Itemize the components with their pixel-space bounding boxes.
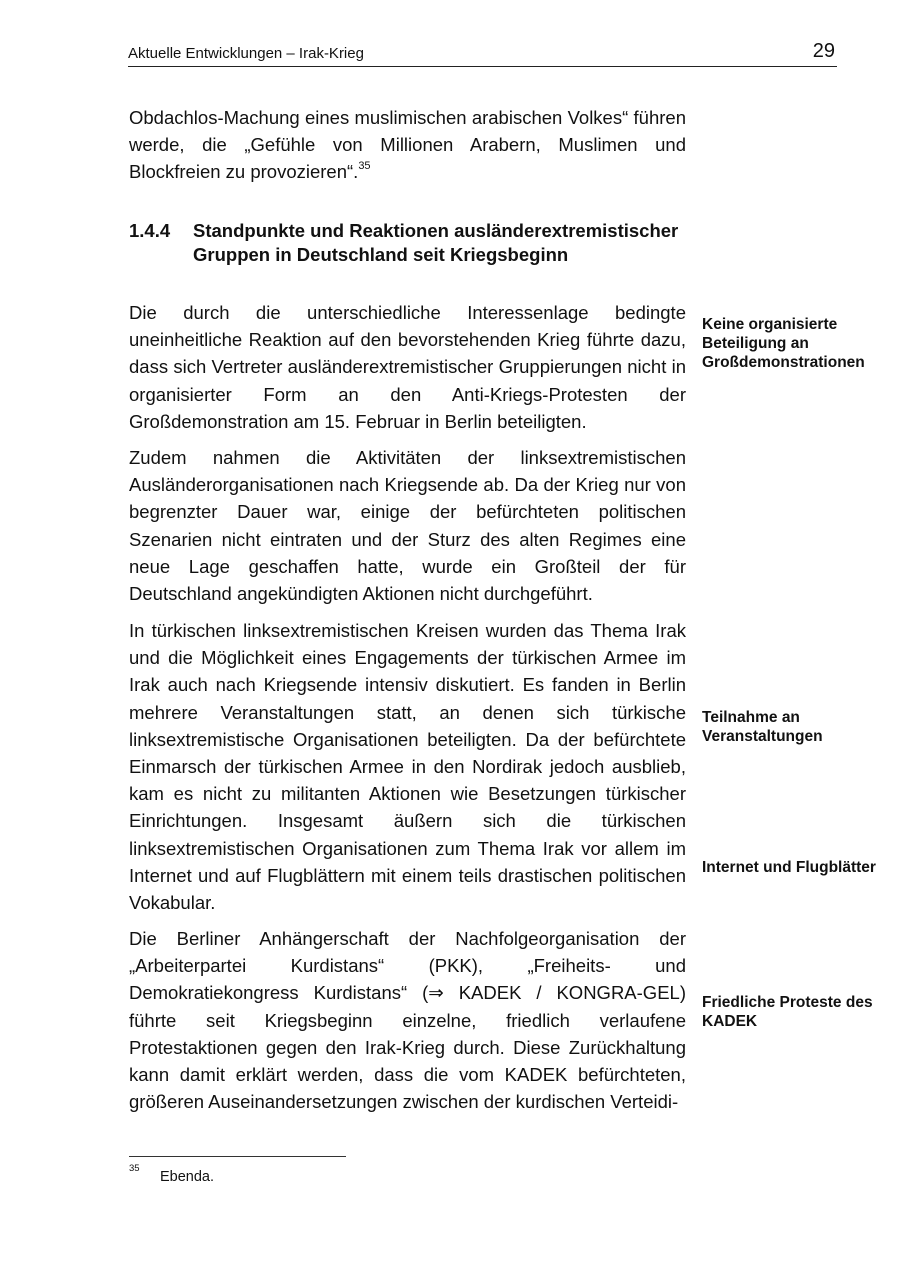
footnote-text: Ebenda.: [160, 1169, 215, 1185]
page-number: 29: [812, 40, 835, 62]
section-title: Standpunkte und Reaktionen ausländerextremistischer Gruppen in Deutschland seit Kriegsbeginn: [193, 220, 679, 265]
margin-note-grossdemonstration: Keine organisierte Beteiligung an Großdemonstrationen: [702, 316, 865, 371]
paragraph-3: In türkischen linksextremistischen Kreisen wurden das Thema Irak und die Möglichkeit eines Engagements der türkischen Armee im Irak auch nach Kriegsende intensiv diskutiert. Es fanden in Berlin mehrere Veranstaltungen statt, an denen sich türkische linksextremistische Organisationen beteiligten. Da der befürchtete Einmarsch der türkischen Armee in den Nordirak jedoch ausblieb, kam es nicht zu militanten Aktionen wie Besetzungen türkischer Einrichtungen. Insgesamt äußern sich die türkischen linksextremistischen Organisationen zum Thema Irak vor allem im Internet und auf Flugblättern mit einem teils drastischen politischen Vokabular.: [129, 620, 686, 914]
header-title: Aktuelle Entwicklungen – Irak-Krieg: [128, 45, 364, 62]
paragraph-1: Die durch die unterschiedliche Interessenlage bedingte uneinheitliche Reaktion auf den bevorstehenden Krieg führte dazu, dass sich Vertreter ausländerextremistischer Gruppierungen nicht in organisierter Form an den Anti-Kriegs-Protesten der Großdemonstration am 15. Februar in Berlin beteiligten.: [129, 302, 686, 432]
paragraph-4: Die Berliner Anhängerschaft der Nachfolgeorganisation der „Arbeiterpartei Kurdistans“ (PKK), „Freiheits- und Demokratiekongress Kurdistans“ (⇒ KADEK / KONGRA-GEL) führte seit Kriegsbeginn einzelne, friedlich verlaufene Protestaktionen gegen den Irak-Krieg durch. Diese Zurückhaltung kann damit erklärt werden, dass die vom KADEK befürchteten, größeren Auseinandersetzungen zwischen der kurdischen Verteidi-: [129, 928, 686, 1113]
margin-note-kadek: Friedliche Proteste des KADEK: [702, 994, 873, 1030]
paragraph-2: Zudem nahmen die Aktivitäten der linksextremistischen Ausländerorganisationen nach Kriegsende ab. Da der Krieg nur von begrenzter Dauer war, einige der befürchteten politischen Szenarien nicht eintraten und der Sturz des alten Regimes eine neue Lage geschaffen hatte, wurde ein Großteil der für Deutschland angekündigten Aktionen nicht durchgeführt.: [129, 447, 686, 605]
running-header: [128, 40, 837, 67]
intro-text: Obdachlos-Machung eines muslimischen arabischen Volkes“ führen werde, die „Gefühle von Millionen Arabern, Muslimen und Blockfreien zu provozieren“.: [129, 107, 686, 183]
footnote-number: 35: [129, 1163, 140, 1174]
footnote-reference: 35: [358, 160, 371, 173]
margin-note-internet: Internet und Flugblätter: [702, 859, 876, 876]
margin-note-veranstaltungen: Teilnahme an Veranstaltungen: [702, 709, 823, 745]
intro-paragraph: [129, 104, 686, 186]
section-number: 1.4.4: [129, 220, 171, 241]
footnote-divider: [129, 1156, 346, 1157]
